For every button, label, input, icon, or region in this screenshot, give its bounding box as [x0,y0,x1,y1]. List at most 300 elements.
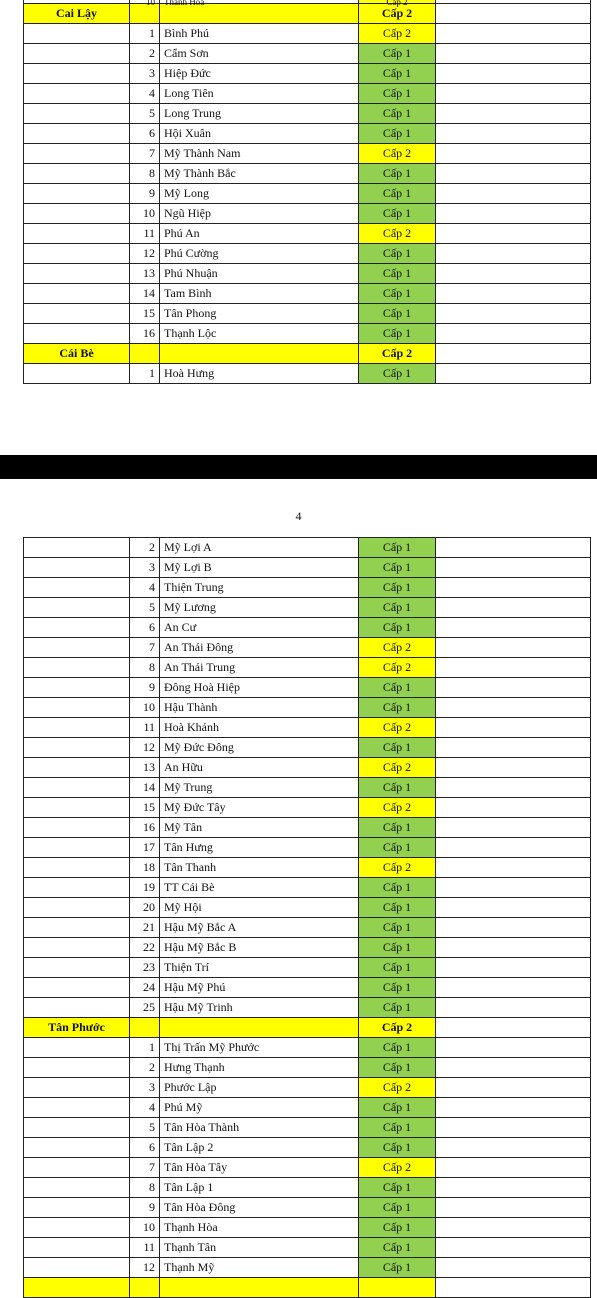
empty-cell [436,718,591,738]
empty-cell [436,598,591,618]
district-row [24,4,591,24]
empty-cell [24,244,130,264]
empty-cell [436,618,591,638]
table-row [24,778,591,798]
commune-name: Mỹ Lương [160,598,359,618]
row-number: 8 [130,164,160,184]
level-cell: Cấp 1 [359,1238,436,1258]
commune-name: Mỹ Thành Nam [160,144,359,164]
commune-name: Tân Hòa Đông [160,1198,359,1218]
commune-name: Thạnh Lộc [160,324,359,344]
level-cell: Cấp 1 [359,1058,436,1078]
empty-cell [24,698,130,718]
level-cell: Cấp 2 [359,144,436,164]
commune-name: Mỹ Thành Bắc [160,164,359,184]
empty-cell [436,978,591,998]
row-number: 16 [130,324,160,344]
empty-cell [436,938,591,958]
row-number: 3 [130,64,160,84]
level-cell: Cấp 1 [359,878,436,898]
table-row [24,304,591,324]
level-cell: Cấp 1 [359,304,436,324]
row-number: 1 [130,24,160,44]
level-cell: Cấp 1 [359,1138,436,1158]
row-number: 9 [130,678,160,698]
row-number: 19 [130,878,160,898]
commune-name: Mỹ Đức Đông [160,738,359,758]
row-number: 23 [130,958,160,978]
row-number: 25 [130,998,160,1018]
commune-name: Phú Cường [160,244,359,264]
level-cell: Cấp 1 [359,44,436,64]
empty-cell [436,1218,591,1238]
empty-cell [436,1198,591,1218]
row-number: 4 [130,578,160,598]
empty-cell [24,598,130,618]
commune-name: Mỹ Lợi A [160,538,359,558]
row-number: 2 [130,1058,160,1078]
empty-cell [436,364,591,384]
row-number: 6 [130,618,160,638]
level-cell: Cấp 1 [359,538,436,558]
commune-name: Tam Bình [160,284,359,304]
row-number: 12 [130,244,160,264]
table-row [24,698,591,718]
level-cell: Cấp 1 [359,64,436,84]
level-cell: Cấp 1 [359,578,436,598]
level-cell: Cấp 1 [359,104,436,124]
empty-cell [24,638,130,658]
empty-cell [24,24,130,44]
table-row [24,1098,591,1118]
level-cell: Cấp 1 [359,558,436,578]
level-cell: Cấp 1 [359,164,436,184]
empty-cell [436,738,591,758]
row-number: 6 [130,124,160,144]
commune-name: Phú An [160,224,359,244]
empty-cell [436,798,591,818]
empty-cell [436,84,591,104]
commune-name: An Hữu [160,758,359,778]
commune-name: Mỹ Hội [160,898,359,918]
level-cell: Cấp 1 [359,184,436,204]
empty-cell [436,1038,591,1058]
empty-cell [359,1278,436,1298]
table-row [24,1078,591,1098]
commune-name: An Cư [160,618,359,638]
level-cell: Cấp 1 [359,818,436,838]
row-number: 12 [130,1258,160,1278]
row-number: 2 [130,538,160,558]
commune-name: Mỹ Trung [160,778,359,798]
table-row [24,324,591,344]
empty-cell [436,558,591,578]
row-number: 12 [130,738,160,758]
empty-cell [24,1278,130,1298]
level-cell: Cấp 1 [359,124,436,144]
empty-cell [436,958,591,978]
row-number: 15 [130,304,160,324]
table-row [24,124,591,144]
commune-name: Bình Phú [160,24,359,44]
table-row [24,364,591,384]
ranking-table-top [23,0,591,384]
empty-cell [160,1018,359,1038]
commune-name: Tân Hưng [160,838,359,858]
commune-name: An Thái Trung [160,658,359,678]
empty-cell [436,898,591,918]
empty-cell [24,1238,130,1258]
row-number: 1 [130,364,160,384]
ranking-table-bottom [23,537,591,1298]
empty-cell [24,184,130,204]
level-cell: Cấp 2 [359,1158,436,1178]
commune-name: Hậu Mỹ Bắc A [160,918,359,938]
row-number: 10 [130,1218,160,1238]
table-row [24,838,591,858]
table-row [24,578,591,598]
table-row [24,538,591,558]
row-number: 11 [130,1238,160,1258]
empty-cell [24,758,130,778]
empty-cell [160,344,359,364]
level-cell: Cấp 2 [359,658,436,678]
empty-cell [436,658,591,678]
empty-cell [24,1078,130,1098]
empty-cell [130,1018,160,1038]
row-number: 9 [130,184,160,204]
table-row [24,558,591,578]
level-cell: Cấp 2 [359,1078,436,1098]
row-number: 22 [130,938,160,958]
district-name: Cai Lậy [24,4,130,24]
district-level: Cấp 2 [359,4,436,24]
empty-cell [436,4,591,24]
level-cell: Cấp 1 [359,244,436,264]
empty-cell [436,1238,591,1258]
table-row [24,998,591,1018]
empty-cell [436,344,591,364]
table-row [24,858,591,878]
empty-cell [436,1138,591,1158]
commune-name: Cẩm Sơn [160,44,359,64]
empty-cell [24,1158,130,1178]
empty-cell [24,1198,130,1218]
document-page-top [0,0,597,455]
empty-cell [24,284,130,304]
level-cell: Cấp 1 [359,598,436,618]
row-number: 14 [130,284,160,304]
empty-cell [24,204,130,224]
empty-cell [24,738,130,758]
table-row [24,918,591,938]
commune-name: Tân Phong [160,304,359,324]
empty-cell [436,1178,591,1198]
row-number: 3 [130,558,160,578]
level-cell: Cấp 2 [359,638,436,658]
level-cell: Cấp 1 [359,738,436,758]
level-cell: Cấp 1 [359,204,436,224]
level-cell: Cấp 1 [359,1258,436,1278]
empty-cell [436,44,591,64]
commune-name: Hậu Thành [160,698,359,718]
table-row [24,1138,591,1158]
row-number: 24 [130,978,160,998]
empty-cell [24,104,130,124]
empty-cell [436,578,591,598]
empty-cell [24,1178,130,1198]
level-cell: Cấp 1 [359,324,436,344]
table-row [24,1058,591,1078]
empty-cell [24,578,130,598]
empty-cell [436,264,591,284]
empty-cell [436,204,591,224]
table-row [24,284,591,304]
row-number: 10 [130,204,160,224]
commune-name: Tân Hòa Thành [160,1118,359,1138]
table-row [24,1118,591,1138]
table-row [24,144,591,164]
commune-name: Hoà Hưng [160,364,359,384]
empty-cell [24,1138,130,1158]
empty-cell [130,4,160,24]
empty-cell [436,1158,591,1178]
level-cell: Cấp 1 [359,958,436,978]
empty-cell [24,678,130,698]
table-row [24,204,591,224]
level-cell: Cấp 2 [359,858,436,878]
district-row-cut [24,1278,591,1298]
level-cell: Cấp 1 [359,1038,436,1058]
level-cell: Cấp 2 [359,224,436,244]
level-cell: Cấp 1 [359,364,436,384]
empty-cell [24,1058,130,1078]
commune-name: Hậu Mỹ Bắc B [160,938,359,958]
row-number: 18 [130,858,160,878]
empty-cell [436,124,591,144]
empty-cell [436,164,591,184]
empty-cell [24,164,130,184]
table-row [24,1158,591,1178]
table-row [24,1238,591,1258]
empty-cell [24,898,130,918]
empty-cell [436,244,591,264]
commune-name: Đông Hoà Hiệp [160,678,359,698]
table-row [24,64,591,84]
empty-cell [436,1078,591,1098]
table-row [24,244,591,264]
empty-cell [436,698,591,718]
empty-cell [24,978,130,998]
table-row [24,898,591,918]
row-number: 5 [130,1118,160,1138]
row-number: 14 [130,778,160,798]
row-number: 21 [130,918,160,938]
table-row [24,798,591,818]
level-cell: Cấp 1 [359,678,436,698]
commune-name: Ngũ Hiệp [160,204,359,224]
district-row [24,344,591,364]
empty-cell [24,998,130,1018]
commune-name: Phú Nhuận [160,264,359,284]
row-number: 1 [130,1038,160,1058]
empty-cell [436,224,591,244]
empty-cell [436,538,591,558]
commune-name: Hiệp Đức [160,64,359,84]
commune-name: Thị Trấn Mỹ Phước [160,1038,359,1058]
empty-cell [24,778,130,798]
row-number: 2 [130,44,160,64]
table-row [24,264,591,284]
empty-cell [24,1038,130,1058]
row-number: 9 [130,1198,160,1218]
commune-name: Thiện Trí [160,958,359,978]
empty-cell [24,64,130,84]
row-number: 5 [130,104,160,124]
row-number: 7 [130,144,160,164]
row-number: 13 [130,264,160,284]
commune-name: Thạnh Tân [160,1238,359,1258]
table-row [24,104,591,124]
empty-cell [24,124,130,144]
empty-cell [24,558,130,578]
level-cell: Cấp 2 [359,24,436,44]
commune-name: Thạnh Hòa [160,1218,359,1238]
empty-cell [24,618,130,638]
level-cell: Cấp 1 [359,838,436,858]
commune-name: Phú Mỹ [160,1098,359,1118]
district-level: Cấp 2 [359,344,436,364]
commune-name: TT Cái Bè [160,878,359,898]
empty-cell [436,1258,591,1278]
commune-name: Hậu Mỹ Phú [160,978,359,998]
empty-cell [436,638,591,658]
table-row [24,958,591,978]
table-row [24,1218,591,1238]
empty-cell [436,818,591,838]
empty-cell [24,878,130,898]
table-row [24,718,591,738]
level-cell: Cấp 2 [359,718,436,738]
commune-name: Tân Lập 2 [160,1138,359,1158]
district-name: Tân Phước [24,1018,130,1038]
empty-cell [24,364,130,384]
row-number: 8 [130,1178,160,1198]
commune-name: Mỹ Tân [160,818,359,838]
level-cell: Cấp 1 [359,84,436,104]
page-number: 4 [295,509,302,523]
commune-name: Hội Xuân [160,124,359,144]
empty-cell [24,224,130,244]
empty-cell [436,1018,591,1038]
commune-name: Mỹ Lợi B [160,558,359,578]
table-row [24,44,591,64]
table-row [24,658,591,678]
table-row [24,638,591,658]
commune-name: Phước Lập [160,1078,359,1098]
empty-cell [24,538,130,558]
level-cell: Cấp 1 [359,698,436,718]
row-number: 7 [130,638,160,658]
page-break-divider [0,455,597,479]
level-cell: Cấp 1 [359,284,436,304]
level-cell: Cấp 2 [359,758,436,778]
level-cell: Cấp 1 [359,1178,436,1198]
empty-cell [24,1258,130,1278]
empty-cell [436,678,591,698]
commune-name: Long Trung [160,104,359,124]
commune-name: Tân Lập 1 [160,1178,359,1198]
empty-cell [436,284,591,304]
level-cell: Cấp 1 [359,1118,436,1138]
level-cell: Cấp 1 [359,264,436,284]
empty-cell [436,1058,591,1078]
empty-cell [436,324,591,344]
document-page-bottom [0,479,597,1280]
empty-cell [24,324,130,344]
commune-name: Hưng Thạnh [160,1058,359,1078]
empty-cell [436,1118,591,1138]
table-row [24,678,591,698]
empty-cell [24,1098,130,1118]
empty-cell [130,344,160,364]
table-row [24,878,591,898]
table-row [24,1178,591,1198]
row-number: 4 [130,84,160,104]
empty-cell [24,304,130,324]
empty-cell [160,1278,359,1298]
empty-cell [24,1118,130,1138]
district-name: Cái Bè [24,344,130,364]
empty-cell [24,958,130,978]
table-row [24,1198,591,1218]
empty-cell [24,798,130,818]
table-row [24,618,591,638]
empty-cell [24,84,130,104]
table-row [24,818,591,838]
empty-cell [24,918,130,938]
empty-cell [24,938,130,958]
table-row [24,164,591,184]
level-cell: Cấp 1 [359,618,436,638]
table-row [24,184,591,204]
empty-cell [436,304,591,324]
table-row [24,938,591,958]
empty-cell [24,264,130,284]
empty-cell [436,1278,591,1298]
table-row [24,738,591,758]
empty-cell [24,144,130,164]
row-number: 11 [130,718,160,738]
empty-cell [436,24,591,44]
commune-name: Mỹ Long [160,184,359,204]
commune-name: Hậu Mỹ Trinh [160,998,359,1018]
row-number: 17 [130,838,160,858]
level-cell: Cấp 1 [359,1198,436,1218]
row-number: 11 [130,224,160,244]
level-cell: Cấp 1 [359,978,436,998]
table-row [24,84,591,104]
level-cell: Cấp 1 [359,898,436,918]
commune-name: Thiện Trung [160,578,359,598]
empty-cell [436,144,591,164]
empty-cell [436,104,591,124]
row-number: 6 [130,1138,160,1158]
level-cell: Cấp 1 [359,938,436,958]
row-number: 20 [130,898,160,918]
level-cell: Cấp 1 [359,918,436,938]
empty-cell [24,838,130,858]
